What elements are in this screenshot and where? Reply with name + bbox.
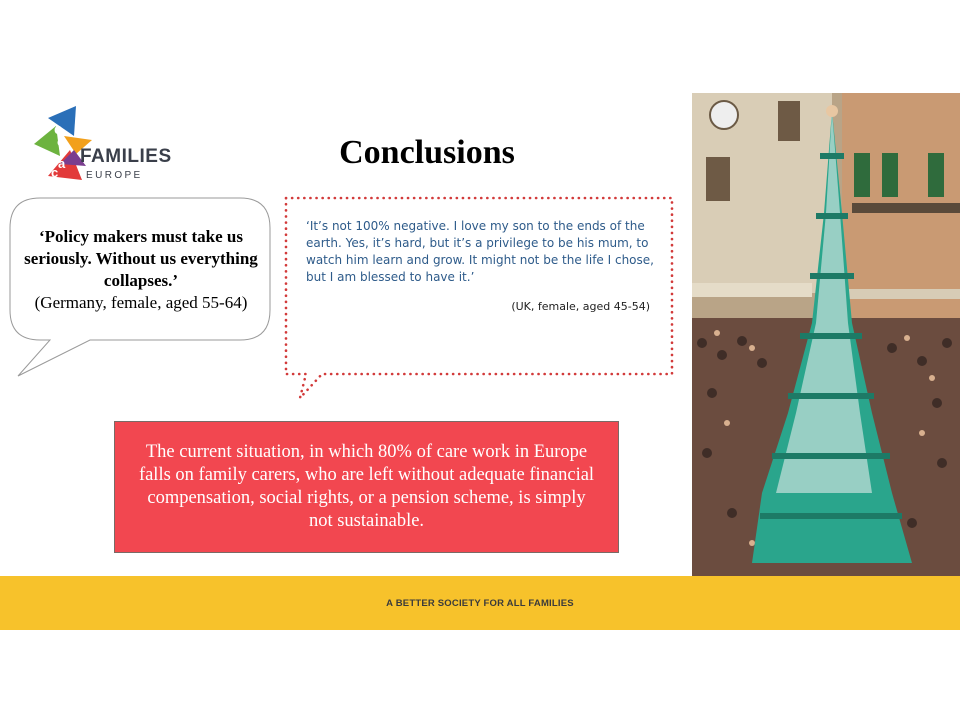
- highlight-text: The current situation, in which 80% of care work in Europe falls on family carers, who are left without adequate financial compensation, social rights, or a pension scheme, is simply not sustainable.: [138, 442, 595, 531]
- highlight-box: [114, 421, 619, 553]
- quote-right-text: ‘It’s not 100% negative. I love my son to the ends of the earth. Yes, it’s hard, but it’s a privilege to be his mum, to watch him learn and grow. It might not be the life I chose, but I am blessed to have it.’: [306, 219, 654, 284]
- quote-left-attribution: (Germany, female, aged 55-64): [34, 293, 248, 312]
- quote-right-attribution: (UK, female, aged 45-54): [511, 300, 650, 313]
- logo-letter: f: [61, 146, 65, 160]
- speech-bubble-right: [0, 0, 700, 420]
- logo-letter: c: [54, 121, 63, 138]
- logo-letter: e: [54, 176, 61, 190]
- logo-europe-text: EUROPE: [86, 170, 143, 181]
- human-tower-photo: [692, 93, 960, 576]
- footer-bar: [0, 576, 960, 630]
- footer-tagline: A BETTER SOCIETY FOR ALL FAMILIES: [386, 597, 574, 609]
- logo-letter: a: [58, 156, 66, 171]
- logo-letter: c: [51, 165, 59, 180]
- quote-left-text: ‘Policy makers must take us seriously. Without us everything collapses.’: [24, 227, 258, 290]
- logo-families-text: FAMILIES: [80, 146, 172, 167]
- logo-letter: o: [57, 134, 65, 149]
- slide-title: Conclusions: [339, 134, 515, 171]
